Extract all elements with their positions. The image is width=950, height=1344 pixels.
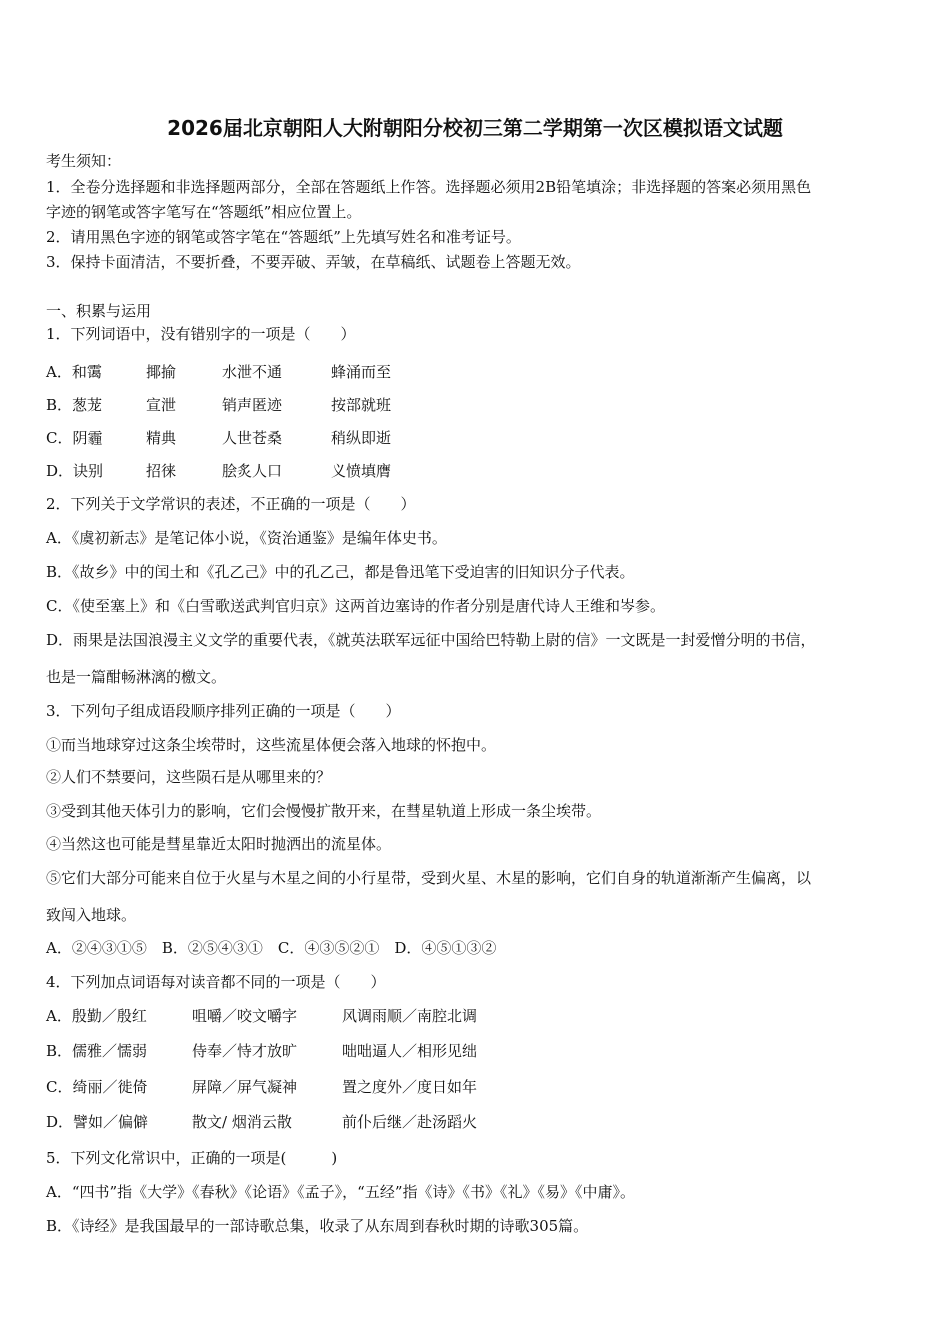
q2-option-d-cont: 也是一篇酣畅淋漓的檄文。	[46, 668, 227, 686]
q4-stem: 4．下列加点词语每对读音都不同的一项是（ ）	[46, 973, 386, 991]
q3-sentence-5: ⑤它们大部分可能来自位于火星与木星之间的小行星带，受到火星、木星的影响，它们自身的轨道渐渐产生偏离，以	[46, 869, 812, 887]
q3-sentence-4: ④当然这也可能是彗星靠近太阳时抛洒出的流星体。	[46, 835, 392, 853]
q5-option-a: A．“四书”指《大学》《春秋》《论语》《孟子》，“五经”指《诗》《书》《礼》《易》《中庸》。	[46, 1183, 636, 1201]
q3-sentence-5-cont: 致闯入地球。	[46, 906, 137, 924]
q1-c-1: C．阴霾	[46, 429, 103, 447]
q2-option-a: A．《虞初新志》是笔记体小说，《资治通鉴》是编年体史书。	[46, 529, 447, 547]
q4-b-2: 侍奉／恃才放旷	[192, 1042, 298, 1060]
q1-stem: 1．下列词语中，没有错别字的一项是（ ）	[46, 325, 356, 343]
page-title: 2026届北京朝阳人大附朝阳分校初三第二学期第一次区模拟语文试题	[167, 116, 783, 140]
q4-a-1: A．殷勤／殷红	[46, 1007, 147, 1025]
section-heading: 一、积累与运用	[46, 302, 152, 320]
q3-stem: 3．下列句子组成语段顺序排列正确的一项是（ ）	[46, 702, 401, 720]
q4-a-3: 风调雨顺／南腔北调	[342, 1007, 478, 1025]
q4-c-1: C．绮丽／徙倚	[46, 1078, 148, 1096]
q4-a-2: 咀嚼／咬文嚼字	[192, 1007, 298, 1025]
q2-stem: 2．下列关于文学常识的表述，不正确的一项是（ ）	[46, 495, 416, 513]
q1-a-3: 水泄不通	[222, 363, 283, 381]
q4-d-3: 前仆后继／赴汤蹈火	[342, 1113, 478, 1131]
q2-option-d: D．雨果是法国浪漫主义文学的重要代表，《就英法联军远征中国给巴特勒上尉的信》一文既是一封爱憎分明的书信，	[46, 631, 816, 649]
q4-d-2: 散文/ 烟消云散	[192, 1113, 292, 1131]
q4-c-2: 屏障／屏气凝神	[192, 1078, 298, 1096]
q3-options: A．②④③①⑤ B．②⑤④③① C．④③⑤②① D．④⑤①③②	[46, 939, 497, 957]
q1-a-1: A．和霭	[46, 363, 102, 381]
notice-heading: 考生须知：	[46, 152, 122, 170]
q3-sentence-3: ③受到其他天体引力的影响，它们会慢慢扩散开来，在彗星轨道上形成一条尘埃带。	[46, 802, 602, 820]
notice-item-3: 3．保持卡面清洁，不要折叠，不要弄破、弄皱，在草稿纸、试题卷上答题无效。	[46, 253, 581, 271]
q4-d-1: D．譬如／偏僻	[46, 1113, 149, 1131]
notice-item-1b: 字迹的钢笔或答字笔写在“答题纸”相应位置上。	[46, 203, 362, 221]
q1-b-3: 销声匿迹	[222, 396, 283, 414]
notice-item-1a: 1．全卷分选择题和非选择题两部分，全部在答题纸上作答。选择题必须用2B铅笔填涂；非选择题的答案必须用黑色	[46, 178, 812, 196]
q5-stem: 5．下列文化常识中，正确的一项是( )	[46, 1149, 338, 1167]
q1-b-1: B．葱茏	[46, 396, 103, 414]
q5-option-b: B．《诗经》是我国最早的一部诗歌总集，收录了从东周到春秋时期的诗歌305篇。	[46, 1217, 589, 1235]
q1-b-4: 按部就班	[331, 396, 392, 414]
q1-d-1: D．诀别	[46, 462, 104, 480]
q1-c-3: 人世苍桑	[222, 429, 283, 447]
q3-sentence-1: ①而当地球穿过这条尘埃带时，这些流星体便会落入地球的怀抱中。	[46, 736, 497, 754]
q1-d-4: 义愤填膺	[331, 462, 392, 480]
q1-c-2: 精典	[146, 429, 177, 447]
q3-sentence-2: ②人们不禁要问，这些陨石是从哪里来的？	[46, 768, 332, 786]
q2-option-c: C．《使至塞上》和《白雪歌送武判官归京》这两首边塞诗的作者分别是唐代诗人王维和岑参。	[46, 597, 665, 615]
q1-a-4: 蜂涌而至	[331, 363, 392, 381]
q1-a-2: 揶揄	[146, 363, 177, 381]
q1-d-2: 招徕	[146, 462, 177, 480]
notice-item-2: 2．请用黑色字迹的钢笔或答字笔在“答题纸”上先填写姓名和准考证号。	[46, 228, 521, 246]
q4-b-3: 咄咄逼人／相形见绌	[342, 1042, 478, 1060]
q1-c-4: 稍纵即逝	[331, 429, 392, 447]
q1-d-3: 脍炙人口	[222, 462, 283, 480]
q4-c-3: 置之度外／度日如年	[342, 1078, 478, 1096]
q4-b-1: B．儒雅／懦弱	[46, 1042, 148, 1060]
q1-b-2: 宣泄	[146, 396, 177, 414]
q2-option-b: B．《故乡》中的闰土和《孔乙己》中的孔乙己，都是鲁迅笔下受迫害的旧知识分子代表。	[46, 563, 635, 581]
